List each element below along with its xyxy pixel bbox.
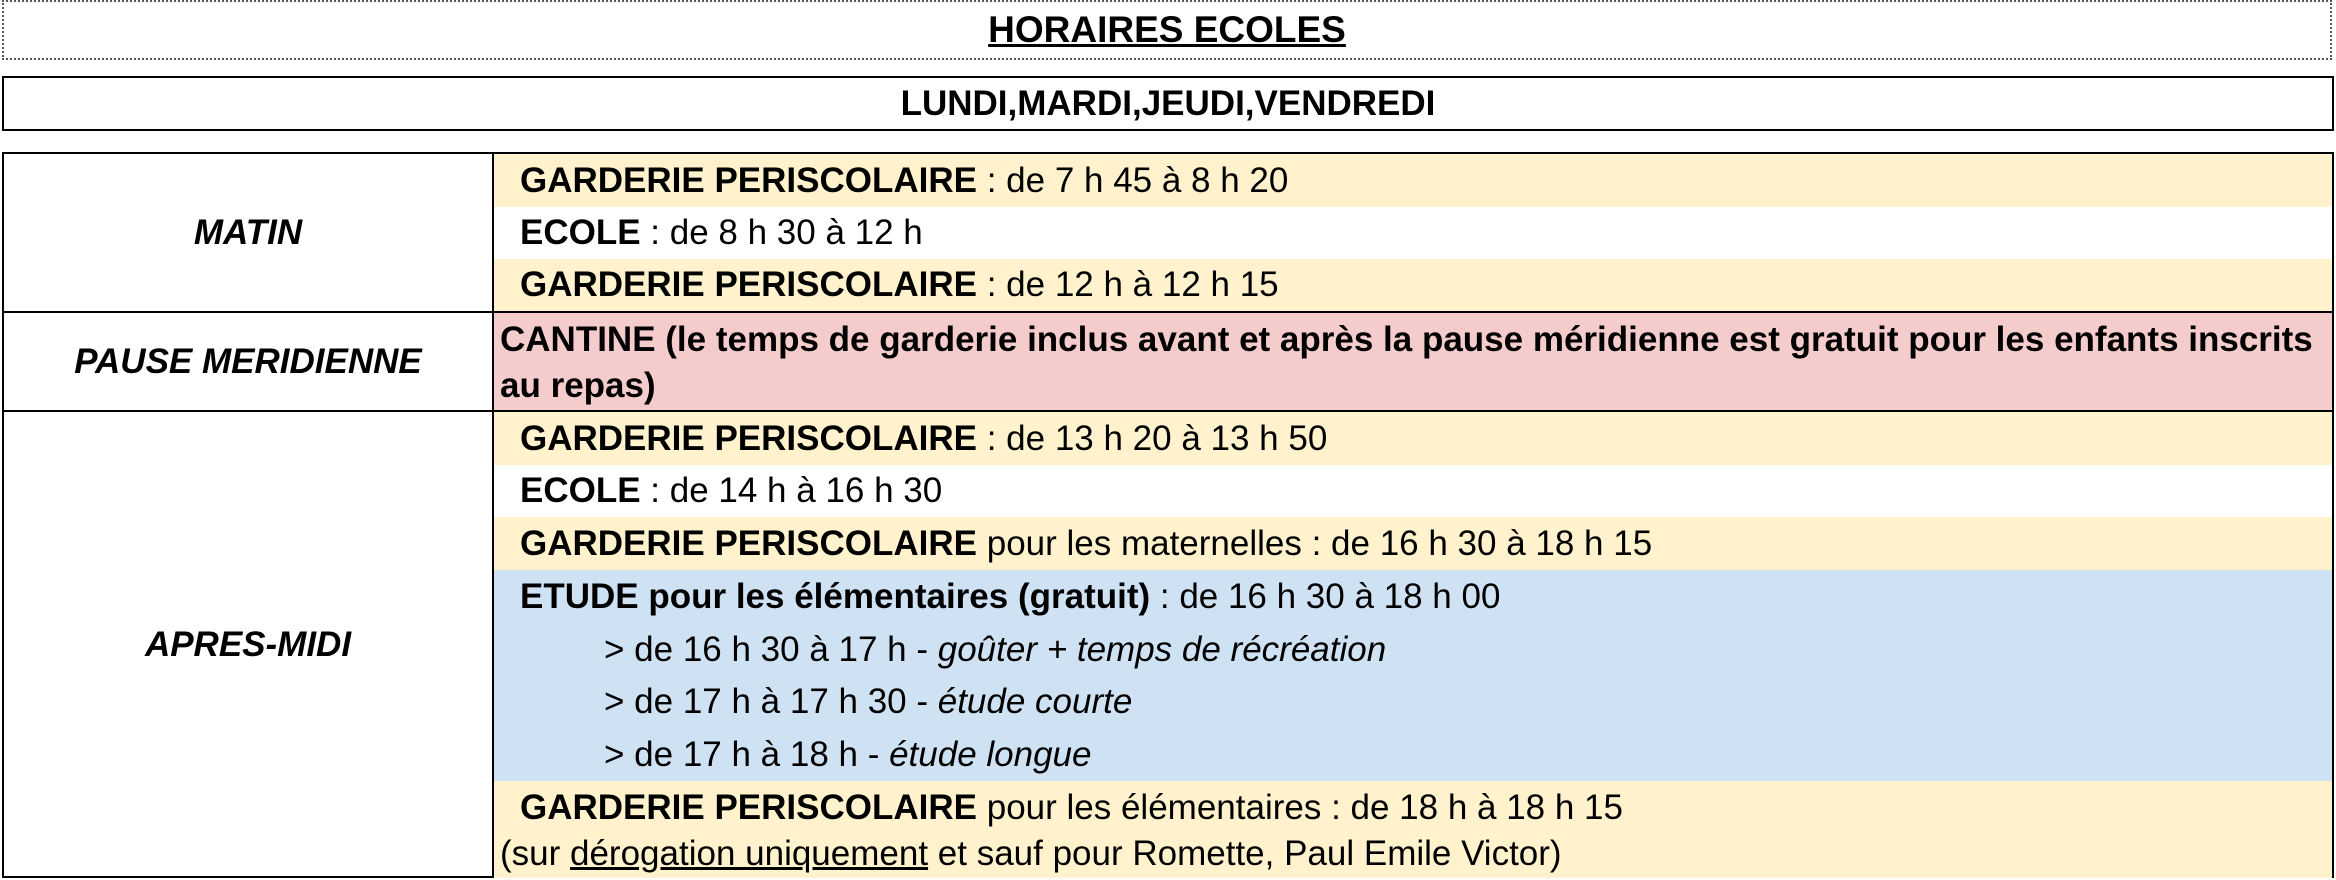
etude-item-time: > de 16 h 30 à 17 h - bbox=[604, 629, 938, 669]
row-text: : de 13 h 20 à 13 h 50 bbox=[977, 418, 1328, 458]
row-title: ETUDE pour les élémentaires (gratuit) bbox=[520, 576, 1151, 616]
etude-item-time: > de 17 h à 17 h 30 - bbox=[604, 682, 938, 721]
row-text: pour les élémentaires : de 18 h à 18 h 15 bbox=[977, 788, 1623, 827]
day-jeudi: JEUDI bbox=[1141, 83, 1245, 123]
etude-item-time: > de 17 h à 18 h - bbox=[604, 734, 890, 774]
am-garderie-maternelles-row bbox=[494, 517, 2332, 570]
etude-item-desc: goûter + temps de récréation bbox=[937, 629, 1387, 669]
matin-ecole-row bbox=[494, 207, 2332, 259]
period-matin: MATIN bbox=[4, 154, 494, 311]
row-title: ECOLE bbox=[520, 471, 641, 510]
row-text: : de 7 h 45 à 8 h 20 bbox=[977, 160, 1289, 200]
cantine-row: CANTINE (le temps de garderie inclus avant et après la pause méridienne est gratuit pour les enfants inscrits au repas) bbox=[494, 313, 2332, 410]
day-mardi: MARDI bbox=[1017, 83, 1132, 123]
am-garderie-elementaires-row bbox=[494, 781, 2332, 878]
days-separator: , bbox=[1007, 83, 1018, 123]
row-title: GARDERIE PERISCOLAIRE bbox=[520, 418, 977, 458]
note-underlined: dérogation uniquement bbox=[570, 834, 929, 873]
period-pause-meridienne: PAUSE MERIDIENNE bbox=[4, 313, 494, 410]
etude-item bbox=[494, 623, 2332, 676]
row-title: GARDERIE PERISCOLAIRE bbox=[520, 523, 977, 563]
row-text: pour les maternelles : de 16 h 30 à 18 h 15 bbox=[977, 523, 1653, 563]
row-title: GARDERIE PERISCOLAIRE bbox=[520, 160, 977, 200]
matin-garderie-midi-row bbox=[494, 259, 2332, 311]
row-title: ECOLE bbox=[520, 213, 641, 252]
note-suffix: et sauf pour Romette, Paul Emile Victor) bbox=[928, 834, 1562, 873]
etude-item bbox=[494, 728, 2332, 781]
row-title: GARDERIE PERISCOLAIRE bbox=[520, 788, 977, 827]
row-text: : de 8 h 30 à 12 h bbox=[640, 213, 923, 252]
row-text: : de 12 h à 12 h 15 bbox=[977, 265, 1279, 304]
day-lundi: LUNDI bbox=[900, 83, 1008, 123]
etude-item bbox=[494, 676, 2332, 728]
row-title: GARDERIE PERISCOLAIRE bbox=[520, 265, 977, 304]
am-garderie-row bbox=[494, 412, 2332, 465]
garderie-elementaires-line bbox=[494, 781, 2332, 831]
days-banner bbox=[2, 76, 2334, 131]
garderie-elementaires-note bbox=[494, 831, 2332, 877]
note-prefix: (sur bbox=[500, 834, 570, 873]
am-ecole-row bbox=[494, 465, 2332, 517]
period-apres-midi: APRES-MIDI bbox=[4, 412, 494, 878]
matin-garderie-row bbox=[494, 154, 2332, 207]
etude-item-desc: étude courte bbox=[937, 682, 1133, 721]
etude-row bbox=[494, 570, 2332, 623]
schedule-table bbox=[2, 152, 2334, 878]
days-separator: , bbox=[1244, 83, 1255, 123]
page-title: HORAIRES ECOLES bbox=[988, 9, 1346, 50]
title-box bbox=[2, 0, 2332, 60]
day-vendredi: VENDREDI bbox=[1254, 83, 1436, 123]
etude-item-desc: étude longue bbox=[889, 734, 1092, 774]
row-text: : de 14 h à 16 h 30 bbox=[640, 471, 943, 510]
row-text: : de 16 h 30 à 18 h 00 bbox=[1150, 576, 1501, 616]
days-separator: , bbox=[1131, 83, 1142, 123]
